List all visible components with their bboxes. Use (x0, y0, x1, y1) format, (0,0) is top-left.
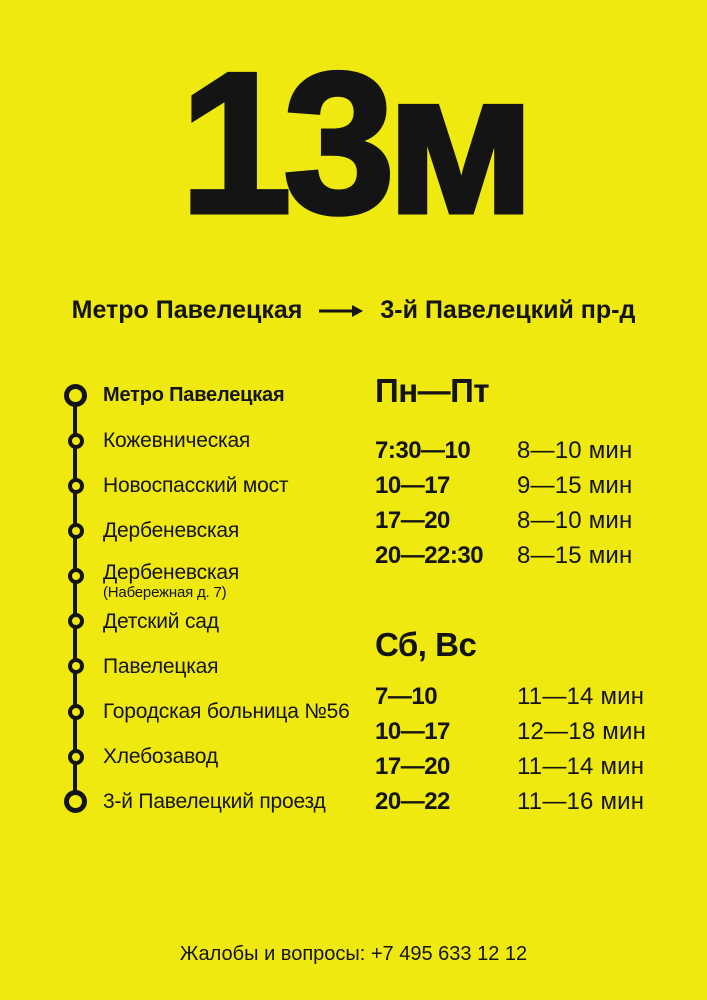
time-range: 17—20 (375, 752, 450, 780)
schedule-row (375, 679, 665, 714)
stop-name: Детский сад (103, 609, 219, 633)
schedule (375, 371, 665, 819)
stop-marker (68, 478, 84, 494)
schedule-weekend-title: Сб, Вс (375, 626, 477, 663)
stop-marker (68, 613, 84, 629)
arrow-right-icon (318, 304, 364, 318)
time-range: 7—10 (375, 682, 438, 710)
stop-name: Дербеневская (103, 561, 240, 585)
stop-marker (68, 568, 84, 584)
stop-item (64, 689, 364, 734)
stop-name: Кожевническая (103, 428, 251, 452)
stop-marker (68, 433, 84, 449)
stop-name: Городская больница №56 (103, 699, 350, 723)
schedule-row (375, 784, 665, 819)
schedule-weekend (375, 625, 665, 819)
headway: 8—10 мин (517, 436, 633, 464)
headway: 11—14 мин (517, 682, 645, 710)
schedule-weekday (375, 371, 665, 573)
schedule-row (375, 749, 665, 784)
stop-marker (68, 523, 84, 539)
headway: 12—18 мин (517, 717, 647, 745)
stop-marker (68, 749, 84, 765)
time-range: 7:30—10 (375, 436, 471, 464)
stop-item (64, 599, 364, 644)
stop-name: Новоспасский мост (103, 474, 289, 498)
time-range: 20—22:30 (375, 541, 484, 569)
stop-name: Хлебозавод (103, 744, 218, 768)
stop-marker-terminal (64, 790, 87, 813)
stop-item (64, 644, 364, 689)
schedule-row (375, 714, 665, 749)
stop-note: (Набережная д. 7) (103, 583, 227, 601)
stop-item (64, 554, 364, 599)
headway: 8—10 мин (517, 506, 633, 534)
schedule-row (375, 468, 665, 503)
footer-contact: Жалобы и вопросы: +7 495 633 12 12 (179, 943, 528, 965)
route-from: Метро Павелецкая (71, 296, 303, 324)
stop-marker (68, 658, 84, 674)
headway: 11—16 мин (517, 787, 645, 815)
stop-name: Павелецкая (103, 654, 219, 678)
stop-item (64, 508, 364, 553)
schedule-row (375, 503, 665, 538)
time-range: 10—17 (375, 471, 450, 499)
time-range: 10—17 (375, 717, 450, 745)
route-to: 3-й Павелецкий пр-д (380, 296, 636, 324)
route-direction (0, 296, 707, 325)
stops-list (64, 373, 364, 824)
route-number: 13м (180, 32, 527, 255)
stop-item (64, 463, 364, 508)
stop-name: Метро Павелецкая (103, 384, 285, 407)
time-range: 17—20 (375, 506, 450, 534)
stop-marker-terminal (64, 384, 87, 407)
stop-marker (68, 704, 84, 720)
headway: 9—15 мин (517, 471, 633, 499)
schedule-row (375, 538, 665, 573)
stop-item (64, 373, 364, 418)
stop-item (64, 779, 364, 824)
stop-name: 3-й Павелецкий проезд (103, 790, 326, 814)
time-range: 20—22 (375, 787, 450, 815)
schedule-row (375, 433, 665, 468)
headway: 11—14 мин (517, 752, 645, 780)
schedule-weekday-title: Пн—Пт (375, 372, 490, 409)
stop-item (64, 418, 364, 463)
stop-name: Дербеневская (103, 519, 240, 543)
stop-item (64, 734, 364, 779)
headway: 8—15 мин (517, 541, 633, 569)
